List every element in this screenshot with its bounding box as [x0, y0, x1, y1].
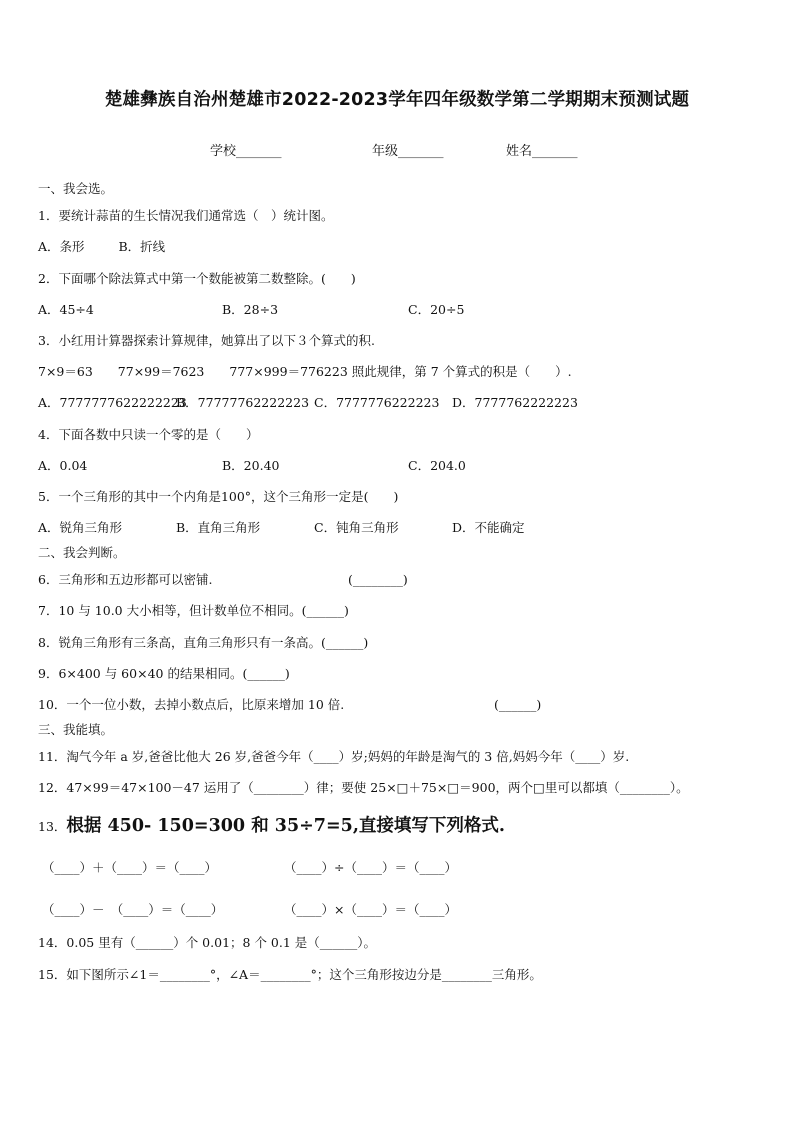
question-8: 8．锐角三角形有三条高，直角三角形只有一条高。(______) — [38, 635, 369, 650]
option-b: B．77777762222223 — [176, 395, 310, 410]
question-6: 6．三角形和五边形都可以密铺. — [38, 572, 213, 587]
option-a: A．锐角三角形 — [38, 520, 123, 535]
page-title: 楚雄彝族自治州楚雄市2022-2023学年四年级数学第二学期期末预测试题 — [104, 90, 690, 110]
option-b: B．折线 — [118, 239, 166, 254]
section-heading-choice: 一、我会选。 — [38, 181, 114, 196]
option-a: A．45÷4 — [38, 302, 94, 317]
question-15: 15．如下图所示∠1＝________°，∠A＝________°；这个三角形按边分是________三角形。 — [38, 967, 542, 982]
question-6-blank: (________) — [348, 572, 408, 587]
equation-subtract: （____）－ （____）＝（____） — [42, 902, 224, 917]
question-9: 9．6×400 与 60×40 的结果相同。(______) — [38, 666, 290, 681]
question-3-options — [38, 395, 578, 411]
question-3-expression: 7×9＝63 77×99＝7623 777×999＝776223 照此规律，第 7 个算式的积是（ ）. — [38, 364, 572, 379]
option-c: C．204.0 — [408, 458, 466, 473]
name-field: 姓名_______ — [506, 144, 578, 159]
question-10: 10．一个一位小数，去掉小数点后，比原来增加 10 倍. — [38, 697, 345, 712]
option-b: B．直角三角形 — [176, 520, 261, 535]
section-heading-judge: 二、我会判断。 — [38, 545, 126, 560]
option-b: B．20.40 — [222, 458, 280, 473]
question-4-options — [38, 458, 466, 474]
option-d: D．不能确定 — [452, 520, 525, 535]
question-2-options — [38, 302, 464, 318]
section-heading-fill: 三、我能填。 — [38, 722, 114, 737]
question-10-blank: (______) — [494, 697, 542, 712]
equation-divide: （____）÷（____）＝（____） — [284, 860, 457, 875]
option-b: B．28÷3 — [222, 302, 279, 317]
equation-add: （____）＋（____）＝（____） — [42, 860, 218, 875]
grade-field: 年级_______ — [372, 144, 444, 159]
question-4: 4．下面各数中只读一个零的是（ ） — [38, 427, 259, 442]
question-5: 5．一个三角形的其中一个内角是100°，这个三角形一定是( ) — [38, 489, 399, 504]
question-7: 7．10 与 10.0 大小相等，但计数单位不相同。(______) — [38, 603, 349, 618]
question-5-options — [38, 520, 525, 536]
option-c: C．钝角三角形 — [314, 520, 399, 535]
question-13 — [38, 815, 505, 838]
option-a: A．0.04 — [38, 458, 88, 473]
equation-multiply: （____）×（____）＝（____） — [284, 902, 457, 917]
school-field: 学校_______ — [210, 144, 282, 159]
question-2: 2．下面哪个除法算式中第一个数能被第二数整除。( ) — [38, 271, 356, 286]
option-c: C．7777776222223 — [314, 395, 440, 410]
question-3: 3．小红用计算器探索计算规律，她算出了以下３个算式的积. — [38, 333, 375, 348]
question-1: 1．要统计蒜苗的生长情况我们通常选（ ）统计图。 — [38, 208, 334, 223]
option-d: D．7777762222223 — [452, 395, 578, 410]
question-13-number: 13． — [38, 819, 67, 834]
question-13-text: 根据 450- 150=300 和 35÷7=5,直接填写下列格式. — [66, 816, 506, 836]
question-11: 11．淘气今年 a 岁,爸爸比他大 26 岁,爸爸今年（____）岁;妈妈的年龄是淘气的 3 倍,妈妈今年（____）岁. — [38, 749, 630, 764]
option-a: A．条形 — [38, 239, 85, 254]
question-1-options — [38, 239, 165, 255]
question-14: 14．0.05 里有（______）个 0.01；8 个 0.1 是（______）。 — [38, 935, 377, 950]
option-a: A．7777777622222223 — [38, 395, 187, 410]
question-12: 12．47×99＝47×100－47 运用了（________）律；要使 25×□＋75×□＝900，两个□里可以都填（________）。 — [38, 780, 689, 795]
option-c: C．20÷5 — [408, 302, 465, 317]
